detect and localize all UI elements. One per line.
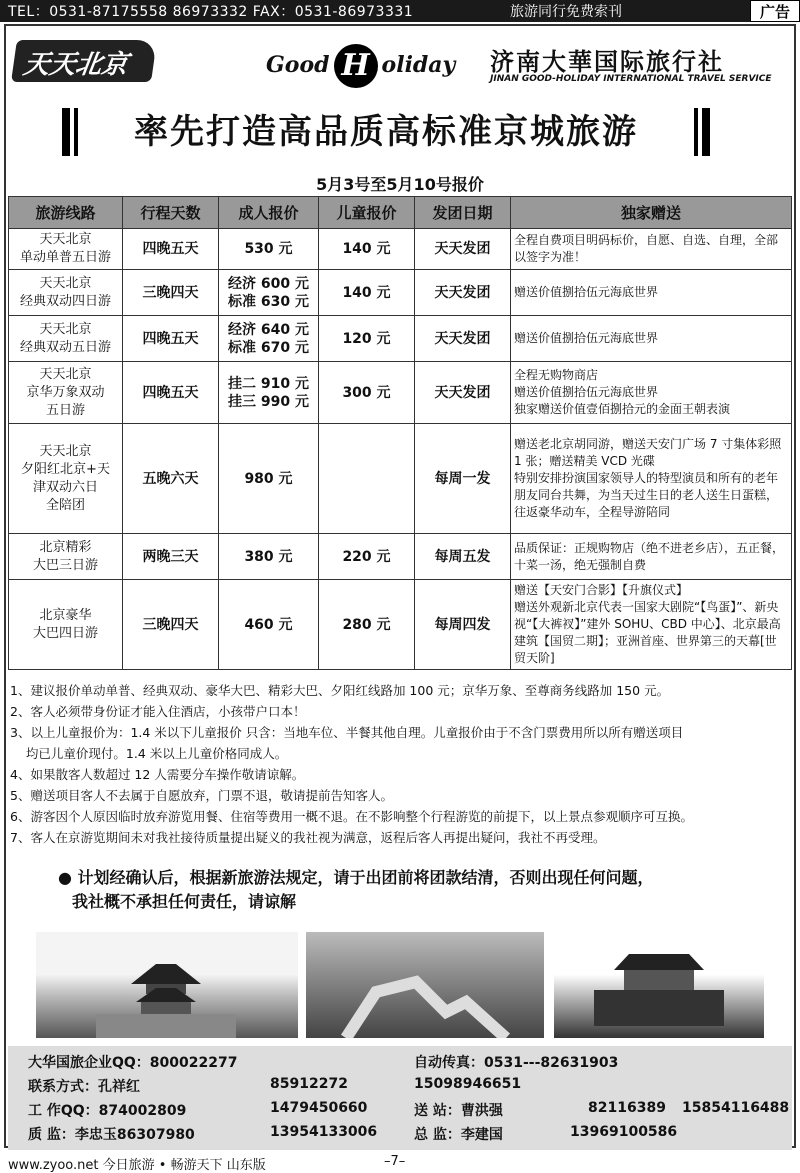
good-holiday-logo: Good H oliday <box>266 44 455 88</box>
work-qq: 工 作QQ：874002809 <box>28 1103 187 1119</box>
cell-route: 北京精彩 大巴三日游 <box>9 534 123 580</box>
phone-fax: TEL：0531-87175558 86973332 FAX：0531-86973331 <box>8 4 414 20</box>
quality-mobile: 13954133006 <box>270 1124 378 1140</box>
cell-child: 140 元 <box>319 229 415 270</box>
cell-date: 每周一发 <box>415 424 511 534</box>
notes <box>10 680 794 848</box>
cell-route: 北京豪华 大巴四日游 <box>9 580 123 670</box>
note-item: 1、建议报价单动单普、经典双动、豪华大巴、精彩大巴、夕阳红线路加 100 元；京华万象、至尊商务线路加 150 元。 <box>10 683 670 698</box>
top-bar <box>0 0 800 22</box>
cell-gift: 赠送价值捌拾伍元海底世界 <box>511 316 792 362</box>
cell-days: 三晚四天 <box>123 580 219 670</box>
agency-name: 济南大華国际旅行社 <box>490 48 724 76</box>
cell-route: 天天北京 经典双动五日游 <box>9 316 123 362</box>
note-item: 5、赠送项目客人不去属于自愿放弃，门票不退，敬请提前告知客人。 <box>10 788 393 803</box>
cell-adult: 530 元 <box>219 229 319 270</box>
price-table <box>8 196 792 670</box>
cell-date: 天天发团 <box>415 316 511 362</box>
col-route: 旅游线路 <box>9 197 123 229</box>
cell-date: 每周四发 <box>415 580 511 670</box>
footer <box>0 1152 800 1172</box>
cell-days: 五晚六天 <box>123 424 219 534</box>
col-child: 儿童报价 <box>319 197 415 229</box>
table-row <box>9 534 792 580</box>
cell-adult: 经济 600 元 标准 630 元 <box>219 270 319 316</box>
page-number: –7– <box>384 1154 406 1169</box>
cell-gift: 全程自费项目明码标价，自愿、自选、自理，全部以签字为准！ <box>511 229 792 270</box>
cell-adult: 挂二 910 元 挂三 990 元 <box>219 362 319 424</box>
quality-supervisor: 质 监：李忠玉86307980 <box>28 1127 195 1143</box>
cell-date: 天天发团 <box>415 270 511 316</box>
cell-date: 天天发团 <box>415 229 511 270</box>
cell-gift: 全程无购物商店 赠送价值捌拾伍元海底世界 独家赠送价值壹佰捌拾元的金面王朝表演 <box>511 362 792 424</box>
cell-child: 280 元 <box>319 580 415 670</box>
slogan: 旅游同行免费索刊 <box>510 4 622 20</box>
delivery-phone: 82116389 <box>588 1100 666 1116</box>
cell-days: 四晚五天 <box>123 229 219 270</box>
table-row <box>9 362 792 424</box>
cell-days: 两晚三天 <box>123 534 219 580</box>
col-gift: 独家赠送 <box>511 197 792 229</box>
footer-site: www.zyoo.net 今日旅游 • 畅游天下 山东版 <box>8 1158 266 1173</box>
note-item: 6、游客因个人原因临时放弃游览用餐、住宿等费用一概不退。在不影响整个行程游览的前提下，以上景点参观顺序可互换。 <box>10 809 693 824</box>
cell-adult: 380 元 <box>219 534 319 580</box>
cell-gift: 赠送老北京胡同游，赠送天安门广场 7 寸集体彩照 1 张；赠送精美 VCD 光碟 特别安排扮演国家领导人的特型演员和所有的老年朋友同台共舞，为当天过生日的老人送生日蛋糕，往返豪华动车，全程导游陪同 <box>511 424 792 534</box>
ad-label: 广告 <box>750 0 800 22</box>
photo-strip <box>36 932 764 1042</box>
cell-days: 三晚四天 <box>123 270 219 316</box>
temple-of-heaven-photo <box>36 932 298 1038</box>
cell-adult: 460 元 <box>219 580 319 670</box>
cell-days: 四晚五天 <box>123 362 219 424</box>
table-row <box>9 580 792 670</box>
contact-person: 联系方式：孔祥红 <box>28 1079 140 1095</box>
cell-date: 天天发团 <box>415 362 511 424</box>
cell-route: 天天北京 京华万象双动 五日游 <box>9 362 123 424</box>
cell-route: 天天北京 经典双动四日游 <box>9 270 123 316</box>
cell-days: 四晚五天 <box>123 316 219 362</box>
headline-banner: 率先打造高品质高标准京城旅游 <box>62 108 710 156</box>
col-adult: 成人报价 <box>219 197 319 229</box>
cell-child: 140 元 <box>319 270 415 316</box>
table-row <box>9 424 792 534</box>
great-wall-photo <box>306 932 544 1038</box>
auto-fax: 自动传真：0531---82631903 <box>414 1055 619 1071</box>
cell-gift: 赠送价值捌拾伍元海底世界 <box>511 270 792 316</box>
cell-gift: 赠送【天安门合影】【升旗仪式】 赠送外观新北京代表一国家大剧院“【鸟蛋】”、新央视“【大裤衩】”建外 SOHU、CBD 中心】、北京最高建筑【国贸二期】；亚洲首座、世界第三的天幕[世贸天阶] <box>511 580 792 670</box>
tiananmen-photo <box>554 932 764 1038</box>
delivery-mobile: 15854116488 <box>682 1100 790 1116</box>
note-item: 2、客人必须带身份证才能入住酒店，小孩带户口本！ <box>10 704 306 719</box>
cell-adult: 经济 640 元 标准 670 元 <box>219 316 319 362</box>
cell-route: 天天北京 单动单普五日游 <box>9 229 123 270</box>
col-date: 发团日期 <box>415 197 511 229</box>
note-item: 7、客人在京游览期间未对我社接待质量提出疑义的我社视为满意，返程后客人再提出疑问，我社不再受理。 <box>10 830 606 845</box>
cell-date: 每周五发 <box>415 534 511 580</box>
cell-child <box>319 424 415 534</box>
note-item: 3、以上儿童报价为：1.4 米以下儿童报价 只含：当地车位、半餐其他自理。儿童报价由于不含门票费用所以所有赠送项目 <box>10 725 684 740</box>
cell-child: 300 元 <box>319 362 415 424</box>
note-item: 4、如果散客人数超过 12 人需要分车操作敬请谅解。 <box>10 767 305 782</box>
price-period: 5月3号至5月10号报价 <box>316 175 484 194</box>
table-row <box>9 229 792 270</box>
header <box>6 28 794 98</box>
cell-child: 120 元 <box>319 316 415 362</box>
cell-child: 220 元 <box>319 534 415 580</box>
cell-adult: 980 元 <box>219 424 319 534</box>
contact-phone: 85912272 <box>270 1076 348 1092</box>
company-qq: 大华国旅企业QQ：800022277 <box>28 1055 238 1071</box>
contact-box <box>8 1046 792 1150</box>
agency-name-en: JINAN GOOD-HOLIDAY INTERNATIONAL TRAVEL SERVICE <box>490 74 772 84</box>
work-qq-2: 1479450660 <box>270 1100 368 1116</box>
payment-notice: ● 计划经确认后，根据新旅游法规定，请于出团前将团款结清，否则出现任何问题， 我社概不承担任何责任，请谅解 <box>58 868 654 911</box>
col-days: 行程天数 <box>123 197 219 229</box>
tiantian-beijing-logo: 天天北京 <box>11 40 157 82</box>
cell-route: 天天北京 夕阳红北京+天 津双动六日 全陪团 <box>9 424 123 534</box>
note-item: 均已儿童价现付。1.4 米以上儿童价格同成人。 <box>10 746 288 761</box>
table-row <box>9 316 792 362</box>
chief-mobile: 13969100586 <box>570 1124 678 1140</box>
contact-mobile: 15098946651 <box>414 1076 522 1092</box>
cell-gift: 品质保证：正规购物店（绝不进老乡店），五正餐，十菜一汤，绝无强制自费 <box>511 534 792 580</box>
chief-supervisor: 总 监：李建国 <box>414 1127 503 1143</box>
delivery-staff: 送 站：曹洪强 <box>414 1103 503 1119</box>
table-row <box>9 270 792 316</box>
